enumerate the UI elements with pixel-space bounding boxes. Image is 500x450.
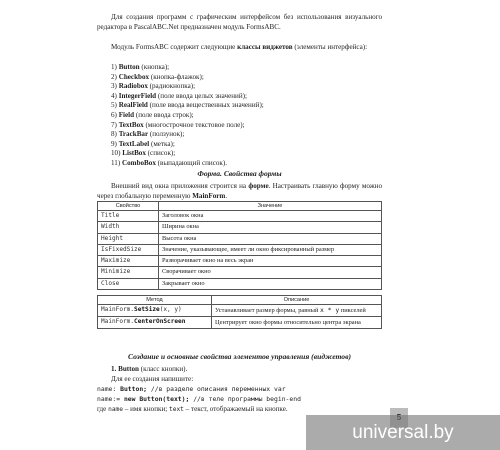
section-title-form: Форма. Свойства формы bbox=[197, 169, 282, 178]
modules-text: Модуль FormsABC содержит следующие bbox=[111, 43, 238, 51]
widget-list-item bbox=[111, 63, 382, 73]
button-class-desc: (класс кнопки). bbox=[139, 365, 188, 373]
widget-desc: (выпадающий список). bbox=[155, 158, 227, 167]
property-name: Close bbox=[98, 278, 159, 289]
widget-desc: (поле ввода целых значений); bbox=[156, 91, 247, 100]
table-row bbox=[98, 305, 382, 317]
button-class-name: Button bbox=[118, 365, 139, 373]
property-value: Разворачивает окно на весь экран bbox=[159, 256, 382, 267]
property-name: IsFixedSize bbox=[98, 244, 159, 255]
note-text-code: text bbox=[169, 406, 184, 413]
mainform-term: MainForm bbox=[192, 191, 226, 200]
widget-name: TextLabel bbox=[118, 139, 150, 148]
method-name bbox=[98, 317, 212, 329]
widget-desc: (поле ввода вещественных значений); bbox=[147, 101, 264, 110]
list-number: 5) bbox=[111, 101, 117, 110]
widget-name: TextBox bbox=[118, 120, 144, 129]
properties-table bbox=[97, 201, 382, 290]
widget-name: IntegerField bbox=[118, 91, 157, 100]
widget-list-item bbox=[111, 73, 382, 83]
method-identifier: CenterOnScreen bbox=[134, 318, 186, 325]
method-description bbox=[212, 317, 382, 329]
list-number: 6) bbox=[111, 110, 117, 119]
method-args: (x, y) bbox=[159, 306, 182, 313]
widget-list-item bbox=[111, 140, 382, 150]
code-constructor: new Button(text); bbox=[123, 395, 190, 403]
method-desc-code: x * y bbox=[319, 306, 340, 314]
properties-header-property: Свойство bbox=[98, 202, 159, 211]
widget-desc: (ползунок); bbox=[148, 130, 185, 139]
code-assign: name:= bbox=[97, 395, 124, 403]
watermark: universal.by bbox=[306, 415, 500, 450]
property-value: Высота окна bbox=[159, 233, 382, 244]
widget-list-item bbox=[111, 149, 382, 159]
modules-text-end: (элементы интерфейса): bbox=[292, 43, 368, 51]
form-text-mid: . Настраивать главную форму можно через глобальную переменную bbox=[97, 182, 382, 200]
note-text-end: – текст, отображаемый на кнопке. bbox=[183, 405, 288, 413]
table-row bbox=[98, 317, 382, 329]
property-name: Minimize bbox=[98, 267, 159, 278]
property-value: Ширина окна bbox=[159, 222, 382, 233]
method-name bbox=[98, 305, 212, 317]
table-row bbox=[98, 278, 382, 289]
widget-name: ListBox bbox=[122, 149, 146, 158]
method-desc-text: Устанавливает размер формы, равный bbox=[215, 307, 320, 314]
widget-list-item bbox=[111, 130, 382, 140]
section-title-widgets: Создание и основные свойства элементов управления (виджетов) bbox=[127, 352, 352, 361]
method-prefix: MainForm. bbox=[101, 318, 135, 325]
form-paragraph bbox=[97, 182, 382, 201]
method-identifier: SetSize bbox=[134, 306, 160, 313]
table-row bbox=[98, 244, 382, 255]
code-type: Button; bbox=[120, 385, 148, 393]
methods-header-description: Описание bbox=[212, 296, 382, 305]
note-text: где bbox=[97, 405, 109, 413]
widget-desc: (кнопка); bbox=[139, 63, 170, 71]
table-row bbox=[98, 256, 382, 267]
widget-list-item bbox=[111, 82, 382, 92]
property-value: Значение, указывающее, имеет ли окно фиксированный размер bbox=[159, 244, 382, 255]
list-number: 2) bbox=[111, 72, 117, 81]
button-item bbox=[97, 365, 382, 375]
code-comment-2: //в теле программы begin-end bbox=[189, 395, 301, 403]
property-name: Height bbox=[98, 233, 159, 244]
property-value: Заголовок окна bbox=[159, 211, 382, 222]
list-number: 1) bbox=[111, 63, 117, 71]
note-paragraph bbox=[97, 405, 382, 415]
list-number: 4) bbox=[111, 91, 117, 100]
intro-paragraph bbox=[97, 13, 382, 32]
code-var: name: bbox=[97, 385, 121, 393]
widget-desc: (список); bbox=[145, 149, 176, 158]
widget-list-item bbox=[111, 92, 382, 102]
widget-name: TrackBar bbox=[118, 130, 149, 139]
code-line-creation bbox=[97, 395, 301, 404]
methods-table bbox=[97, 295, 382, 329]
list-number: 3) bbox=[111, 82, 117, 91]
widget-list-item bbox=[111, 159, 382, 169]
list-number: 9) bbox=[111, 139, 117, 148]
widget-name: Radiobox bbox=[118, 82, 148, 91]
item-number: 1. bbox=[111, 365, 119, 373]
table-row bbox=[98, 267, 382, 278]
intro-text: Для создания программ с графическим интерфейсом без использования визуального редактора в PascalABC.Net предназначен модуль FormsABC. bbox=[97, 13, 382, 31]
methods-header-method: Метод bbox=[98, 296, 212, 305]
method-prefix: MainForm. bbox=[101, 306, 135, 313]
property-value: Закрывает окно bbox=[159, 278, 382, 289]
list-number: 7) bbox=[111, 120, 117, 129]
note-text-mid: – имя кнопки; bbox=[123, 405, 169, 413]
form-term: форме bbox=[248, 182, 269, 190]
widget-desc: (радиокнопка); bbox=[147, 82, 196, 91]
widget-classes-list bbox=[97, 63, 382, 169]
property-value: Сворачивает окно bbox=[159, 267, 382, 278]
widget-name: Field bbox=[118, 110, 135, 119]
list-number: 10) bbox=[111, 149, 121, 158]
table-row bbox=[98, 211, 382, 222]
creation-text: Для ее создания напишите: bbox=[111, 375, 194, 383]
widget-name: Button bbox=[118, 63, 140, 71]
method-desc-text: Центрирует окно формы относительно центра экрана bbox=[215, 319, 361, 326]
form-text-end: . bbox=[225, 191, 228, 200]
book-page bbox=[97, 0, 382, 450]
table-row bbox=[98, 233, 382, 244]
code-line-declaration bbox=[97, 385, 286, 394]
note-name-code: name bbox=[108, 406, 123, 413]
table-row bbox=[98, 222, 382, 233]
widget-desc: (многострочное текстовое поле); bbox=[143, 120, 245, 129]
list-number: 8) bbox=[111, 130, 117, 139]
method-desc-text-end: пикселей bbox=[339, 307, 366, 314]
property-name: Title bbox=[98, 211, 159, 222]
widget-name: Checkbox bbox=[118, 72, 150, 81]
widget-list-item bbox=[111, 121, 382, 131]
widget-list-item bbox=[111, 101, 382, 111]
properties-header-value: Значение bbox=[159, 202, 382, 211]
property-name: Maximize bbox=[98, 256, 159, 267]
widget-name: ComboBox bbox=[121, 158, 156, 167]
form-text: Внешний вид окна приложения строится на bbox=[111, 182, 249, 190]
widget-classes-term: классы виджетов bbox=[237, 43, 293, 51]
code-comment: //в разделе описания переменных var bbox=[147, 385, 286, 393]
widget-desc: (метка); bbox=[149, 139, 175, 148]
property-name: Width bbox=[98, 222, 159, 233]
widget-list-item bbox=[111, 111, 382, 121]
method-description bbox=[212, 305, 382, 317]
list-number: 11) bbox=[111, 158, 121, 167]
widget-name: RealField bbox=[118, 101, 148, 110]
modules-paragraph bbox=[97, 43, 382, 53]
widget-desc: (поле ввода строк); bbox=[134, 110, 194, 119]
widget-desc: (кнопка-флажок); bbox=[149, 72, 204, 81]
